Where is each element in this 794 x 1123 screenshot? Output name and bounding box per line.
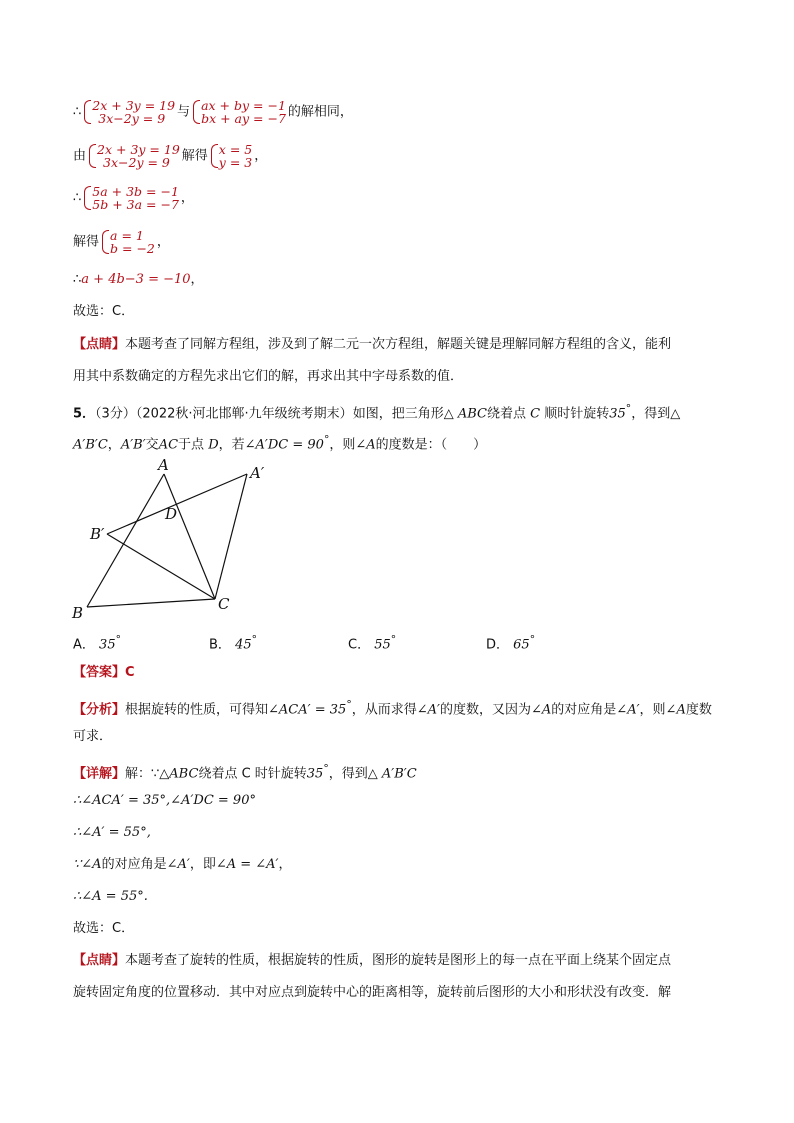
comment-2-line-1: 【点睛】本题考查了旋转的性质，根据旋转的性质，图形的旋转是图形上的每一点在平面上绕某个固定点 — [73, 953, 672, 968]
segment-BprimeAprime — [107, 474, 247, 534]
solution-line-1: ∴ 2x + 3y = 19 3x−2y = 9 与 ax + by = −1 bx + ay = −7 的解相同， — [73, 98, 353, 126]
label-B-prime: B′ — [90, 525, 105, 543]
label-C: C — [218, 595, 230, 613]
therefore-symbol: ∴ — [73, 104, 82, 120]
rotation-figure — [60, 452, 280, 622]
comment-2-line-2: 旋转固定角度的位置移动．其中对应点到旋转中心的距离相等，旋转前后图形的大小和形状没有改变．解 — [73, 985, 672, 1000]
detail-line-5: ∴∠A = 55°. — [73, 889, 148, 904]
solution-line-4: 解得 a = 1 b = −2 ， — [73, 228, 170, 256]
solution-line-3: ∴ 5a + 3b = −1 5b + 3a = −7 ， — [73, 184, 194, 212]
option-b[interactable]: B． 45° — [209, 633, 258, 653]
label-A-prime: A′ — [250, 464, 265, 482]
solution-line-2: 由 2x + 3y = 19 3x−2y = 9 解得 x = 5 y = 3 ， — [73, 142, 268, 170]
label-D: D — [165, 505, 178, 523]
equation-system: 2x + 3y = 19 3x−2y = 9 — [88, 143, 180, 169]
detail-line-3: ∴∠A′ = 55°, — [73, 825, 151, 840]
answer-line: 【答案】C — [73, 665, 135, 680]
segment-BprimeC — [107, 534, 215, 599]
solution-choice: 故选：C． — [73, 304, 135, 319]
equation-system: ax + by = −1 bx + ay = −7 — [192, 99, 286, 125]
detail-line-6: 故选：C． — [73, 921, 135, 936]
question-stem-line-2: A′B′C，A′B′交AC于点 D，若∠A′DC = 90°，则∠A的度数是：（ ） — [73, 433, 487, 453]
equation-system: a = 1 b = −2 — [101, 229, 155, 255]
option-c[interactable]: C． 55° — [348, 633, 397, 653]
equation-system: 5a + 3b = −1 5b + 3a = −7 — [83, 185, 179, 211]
analysis-line-1: 【分析】根据旋转的性质，可得知∠ACA′ = 35°，从而求得∠A′的度数，又因为∠A的对应角是∠A′，则∠A度数 — [73, 698, 712, 718]
comment-1-line-2: 用其中系数确定的方程先求出它们的解，再求出其中字母系数的值． — [73, 369, 464, 384]
segment-BC — [87, 599, 215, 607]
segment-AprimeC — [215, 474, 247, 599]
label-B: B — [72, 604, 84, 622]
detail-line-4: ∵∠A的对应角是∠A′，即∠A = ∠A′， — [73, 857, 292, 872]
comment-1-line-1: 【点睛】本题考查了同解方程组，涉及到了解二元一次方程组，解题关键是理解同解方程组的含义，能利 — [73, 337, 672, 352]
label-A: A — [158, 456, 169, 474]
question-stem-line-1: 5．（3分）（2022秋·河北邯郸·九年级统考期末）如图，把三角形△ ABC绕着点 C 顺时针旋转35°，得到△ — [73, 402, 681, 422]
option-d[interactable]: D． 65° — [486, 633, 536, 653]
analysis-line-2: 可求． — [73, 729, 113, 744]
detail-line-2: ∴∠ACA′ = 35°,∠A′DC = 90° — [73, 793, 256, 808]
equation-system: 2x + 3y = 19 3x−2y = 9 — [83, 99, 175, 125]
segment-AC — [164, 474, 215, 599]
detail-line-1: 【详解】解：∵△ABC绕着点 C 时针旋转35°，得到△ A′B′C — [73, 762, 417, 782]
equation-system: x = 5 y = 3 — [210, 143, 252, 169]
solution-line-5: ∴a + 4b−3 = −10， — [73, 272, 204, 287]
option-a[interactable]: A． 35° — [73, 633, 122, 653]
